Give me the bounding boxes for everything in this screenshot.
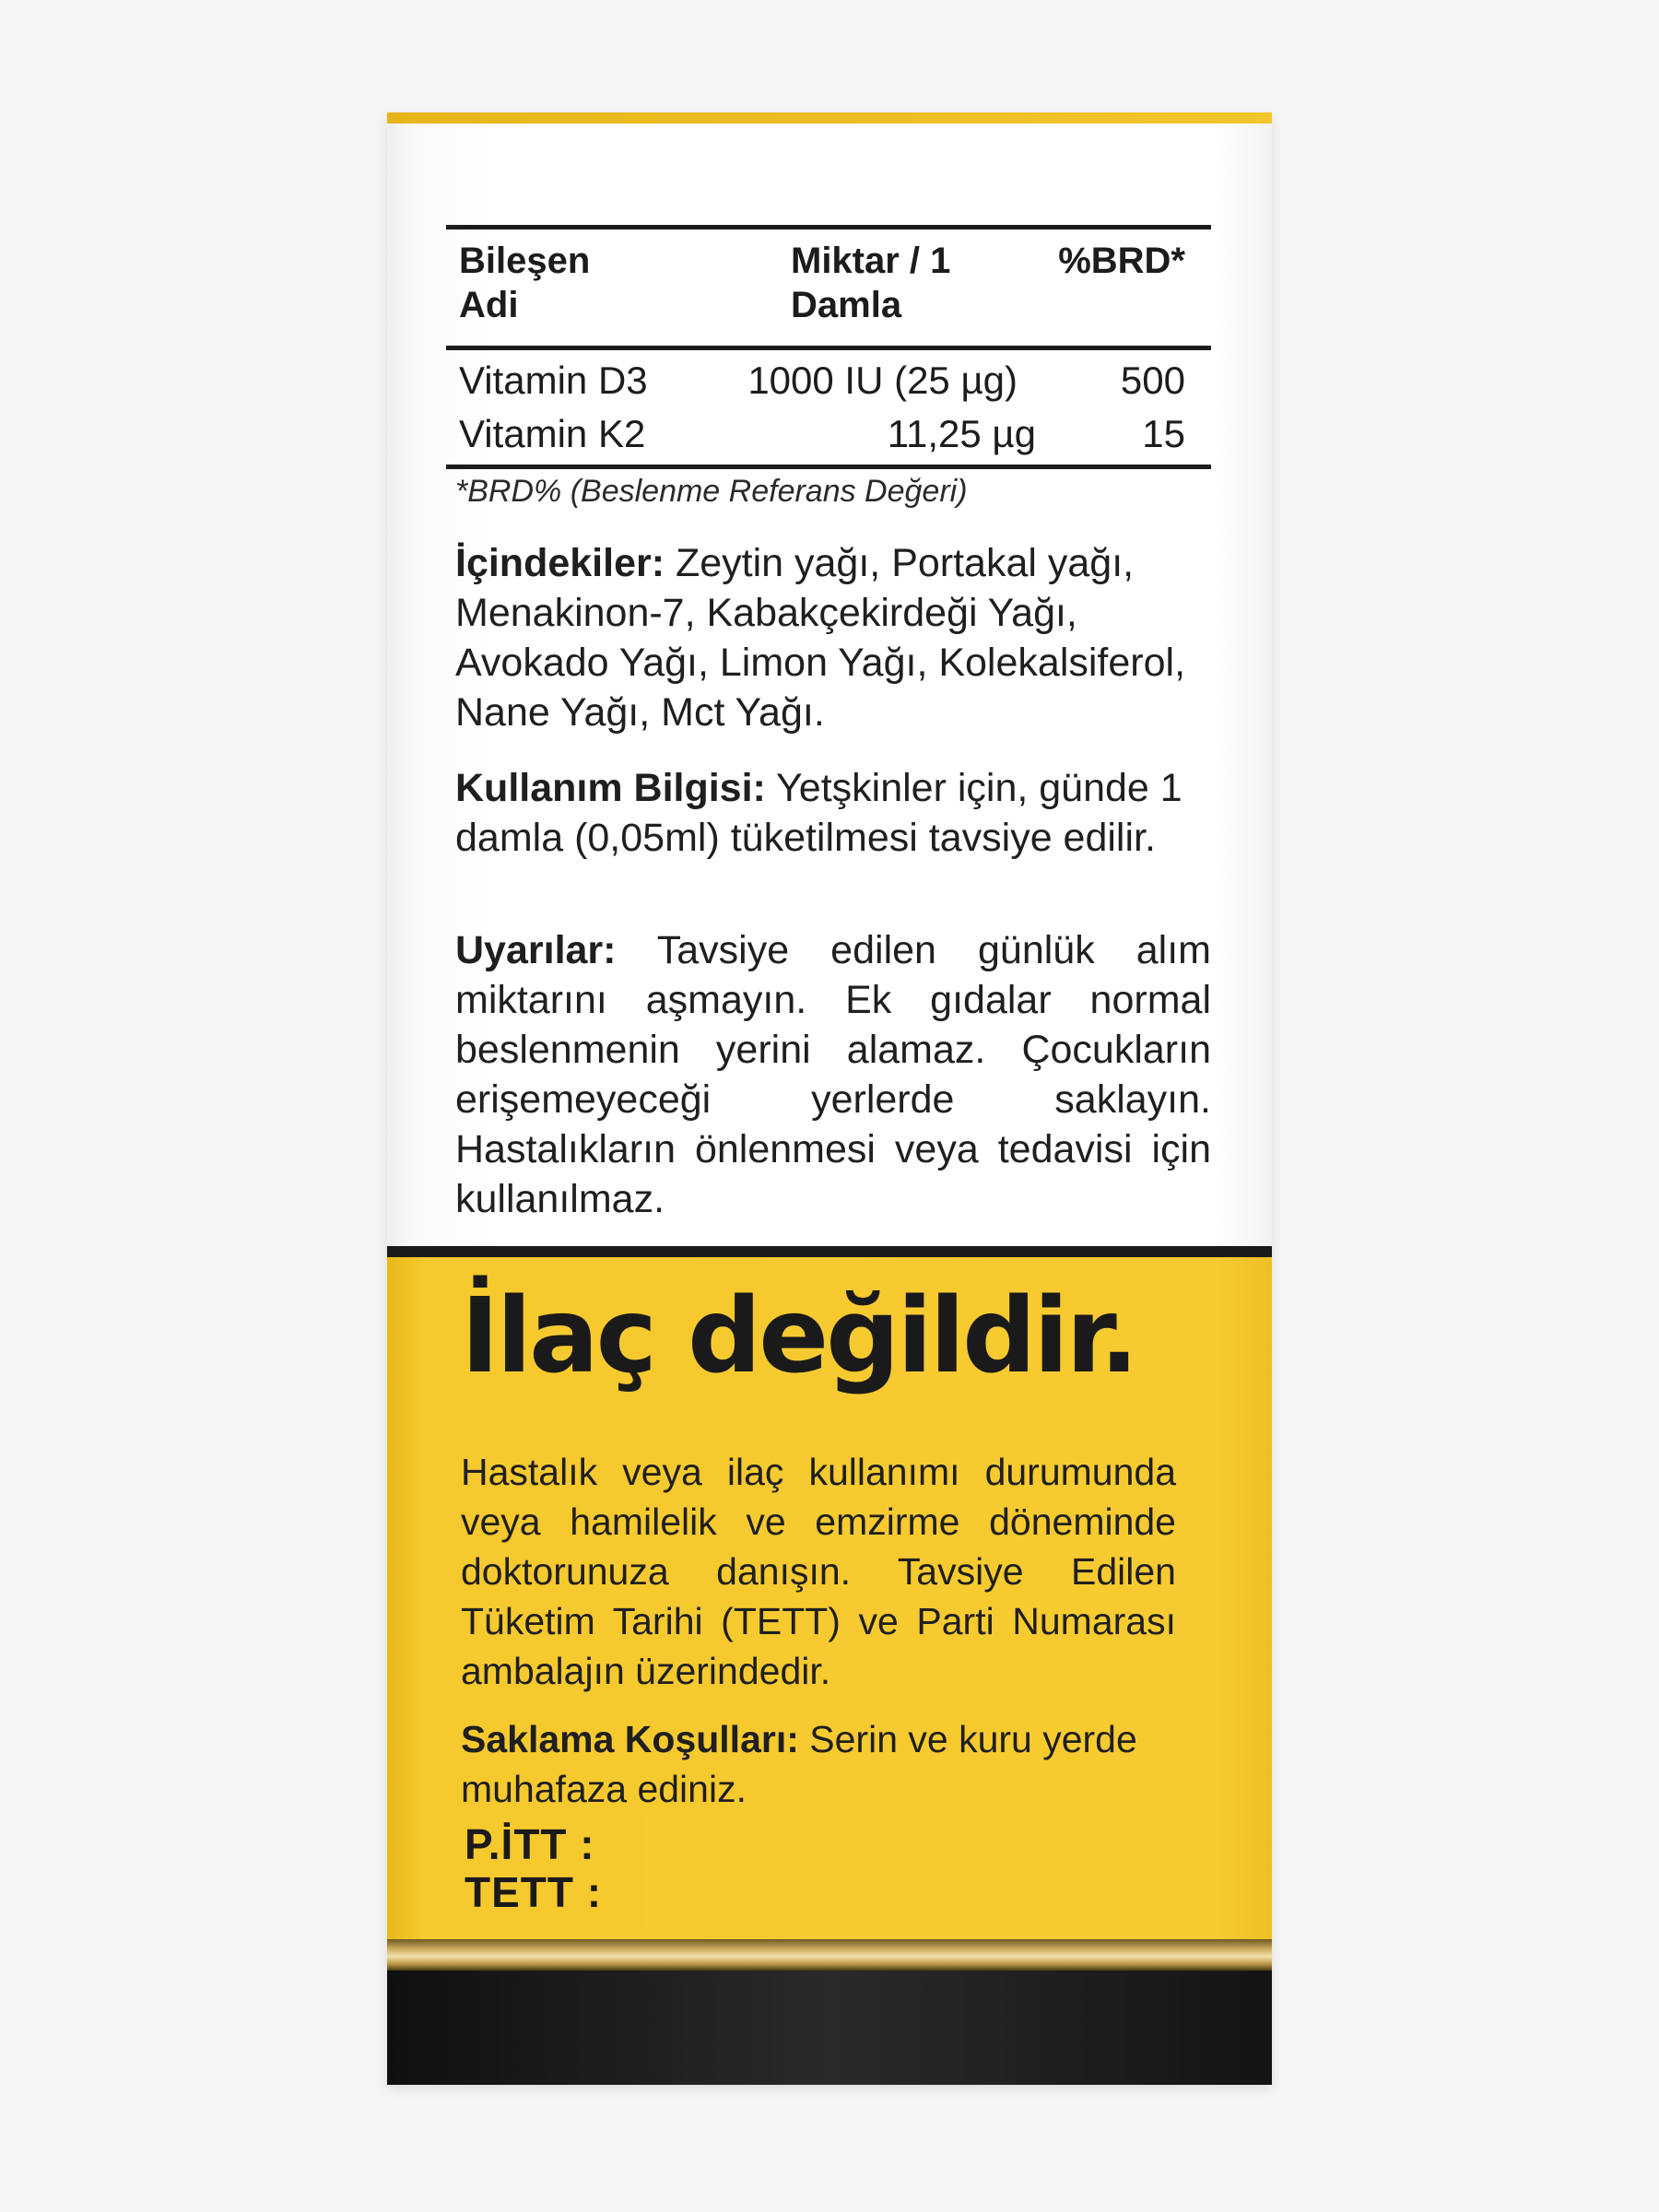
row-name: Vitamin K2 xyxy=(459,412,646,455)
storage-text: Serin ve kuru yerde muhafaza ediniz. xyxy=(461,1718,1137,1810)
warnings-text: Tavsiye edilen günlük alım miktarını aşmayın. Ek gıdalar normal beslenmenin yerini alamaz. Çocukların erişemeyeceği yerlerde saklayın. Hastalıkların önlenmesi veya tedavisi için kullanılmaz. xyxy=(455,928,1211,1221)
table-body xyxy=(446,350,1211,465)
code-blank-area xyxy=(645,1810,1051,1928)
ingredients-text: Zeytin yağı, Portakal yağı, Menakinon-7, Kabakçekirdeği Yağı, Avokado Yağı, Limon Yağı, Kolekalsiferol, Nane Yağı, Mct Yağı. xyxy=(455,541,1186,735)
row-brd: 500 xyxy=(1120,359,1185,402)
not-medicine-title: İlaç değildir. xyxy=(461,1277,1136,1396)
row-name: Vitamin D3 xyxy=(459,359,648,402)
nutrition-table xyxy=(446,225,1211,469)
ingredients-label: İçindekiler: xyxy=(455,541,665,585)
table-header xyxy=(446,229,1211,346)
table-row xyxy=(446,354,1211,407)
row-amount: 1000 IU (25 µg) xyxy=(747,359,1018,402)
header-amount: Miktar / 1 Damla xyxy=(791,241,951,325)
usage-label: Kullanım Bilgisi: xyxy=(455,766,766,810)
storage-label: Saklama Koşulları: xyxy=(461,1718,799,1760)
batch-number-label: P.İTT : xyxy=(465,1820,595,1868)
white-info-panel xyxy=(387,124,1272,1246)
black-bottom-band xyxy=(387,1971,1272,2085)
product-box-back xyxy=(387,112,1272,2085)
header-component-name: Bileşen Adi xyxy=(459,241,591,325)
table-bottom-rule xyxy=(446,465,1211,469)
row-brd: 15 xyxy=(1142,412,1185,455)
header-brd: %BRD* xyxy=(1058,241,1185,281)
row-amount: 11,25 µg xyxy=(887,412,1036,455)
warnings-label: Uyarılar: xyxy=(455,928,617,972)
black-divider xyxy=(387,1246,1272,1257)
usage-text: Yetşkinler için, günde 1 damla (0,05ml) tüketilmesi tavsiye edilir. xyxy=(455,766,1182,860)
top-yellow-strip xyxy=(387,112,1272,124)
gold-foil-band xyxy=(387,1939,1272,1971)
doctor-notice: Hastalık veya ilaç kullanımı durumunda veya hamilelik ve emzirme döneminde doktorunuza danışın. Tavsiye Edilen Tüketim Tarihi (TETT) ve Parti Numarası ambalajın üzerindedir. xyxy=(461,1451,1176,1692)
usage-paragraph xyxy=(455,763,1211,863)
ingredients-paragraph xyxy=(455,538,1211,737)
warnings-paragraph xyxy=(455,925,1211,1224)
table-row xyxy=(446,407,1211,461)
expiry-date-label: TETT : xyxy=(465,1868,603,1916)
storage-paragraph xyxy=(461,1714,1176,1814)
brd-footnote: *BRD% (Beslenme Referans Değeri) xyxy=(455,474,968,509)
